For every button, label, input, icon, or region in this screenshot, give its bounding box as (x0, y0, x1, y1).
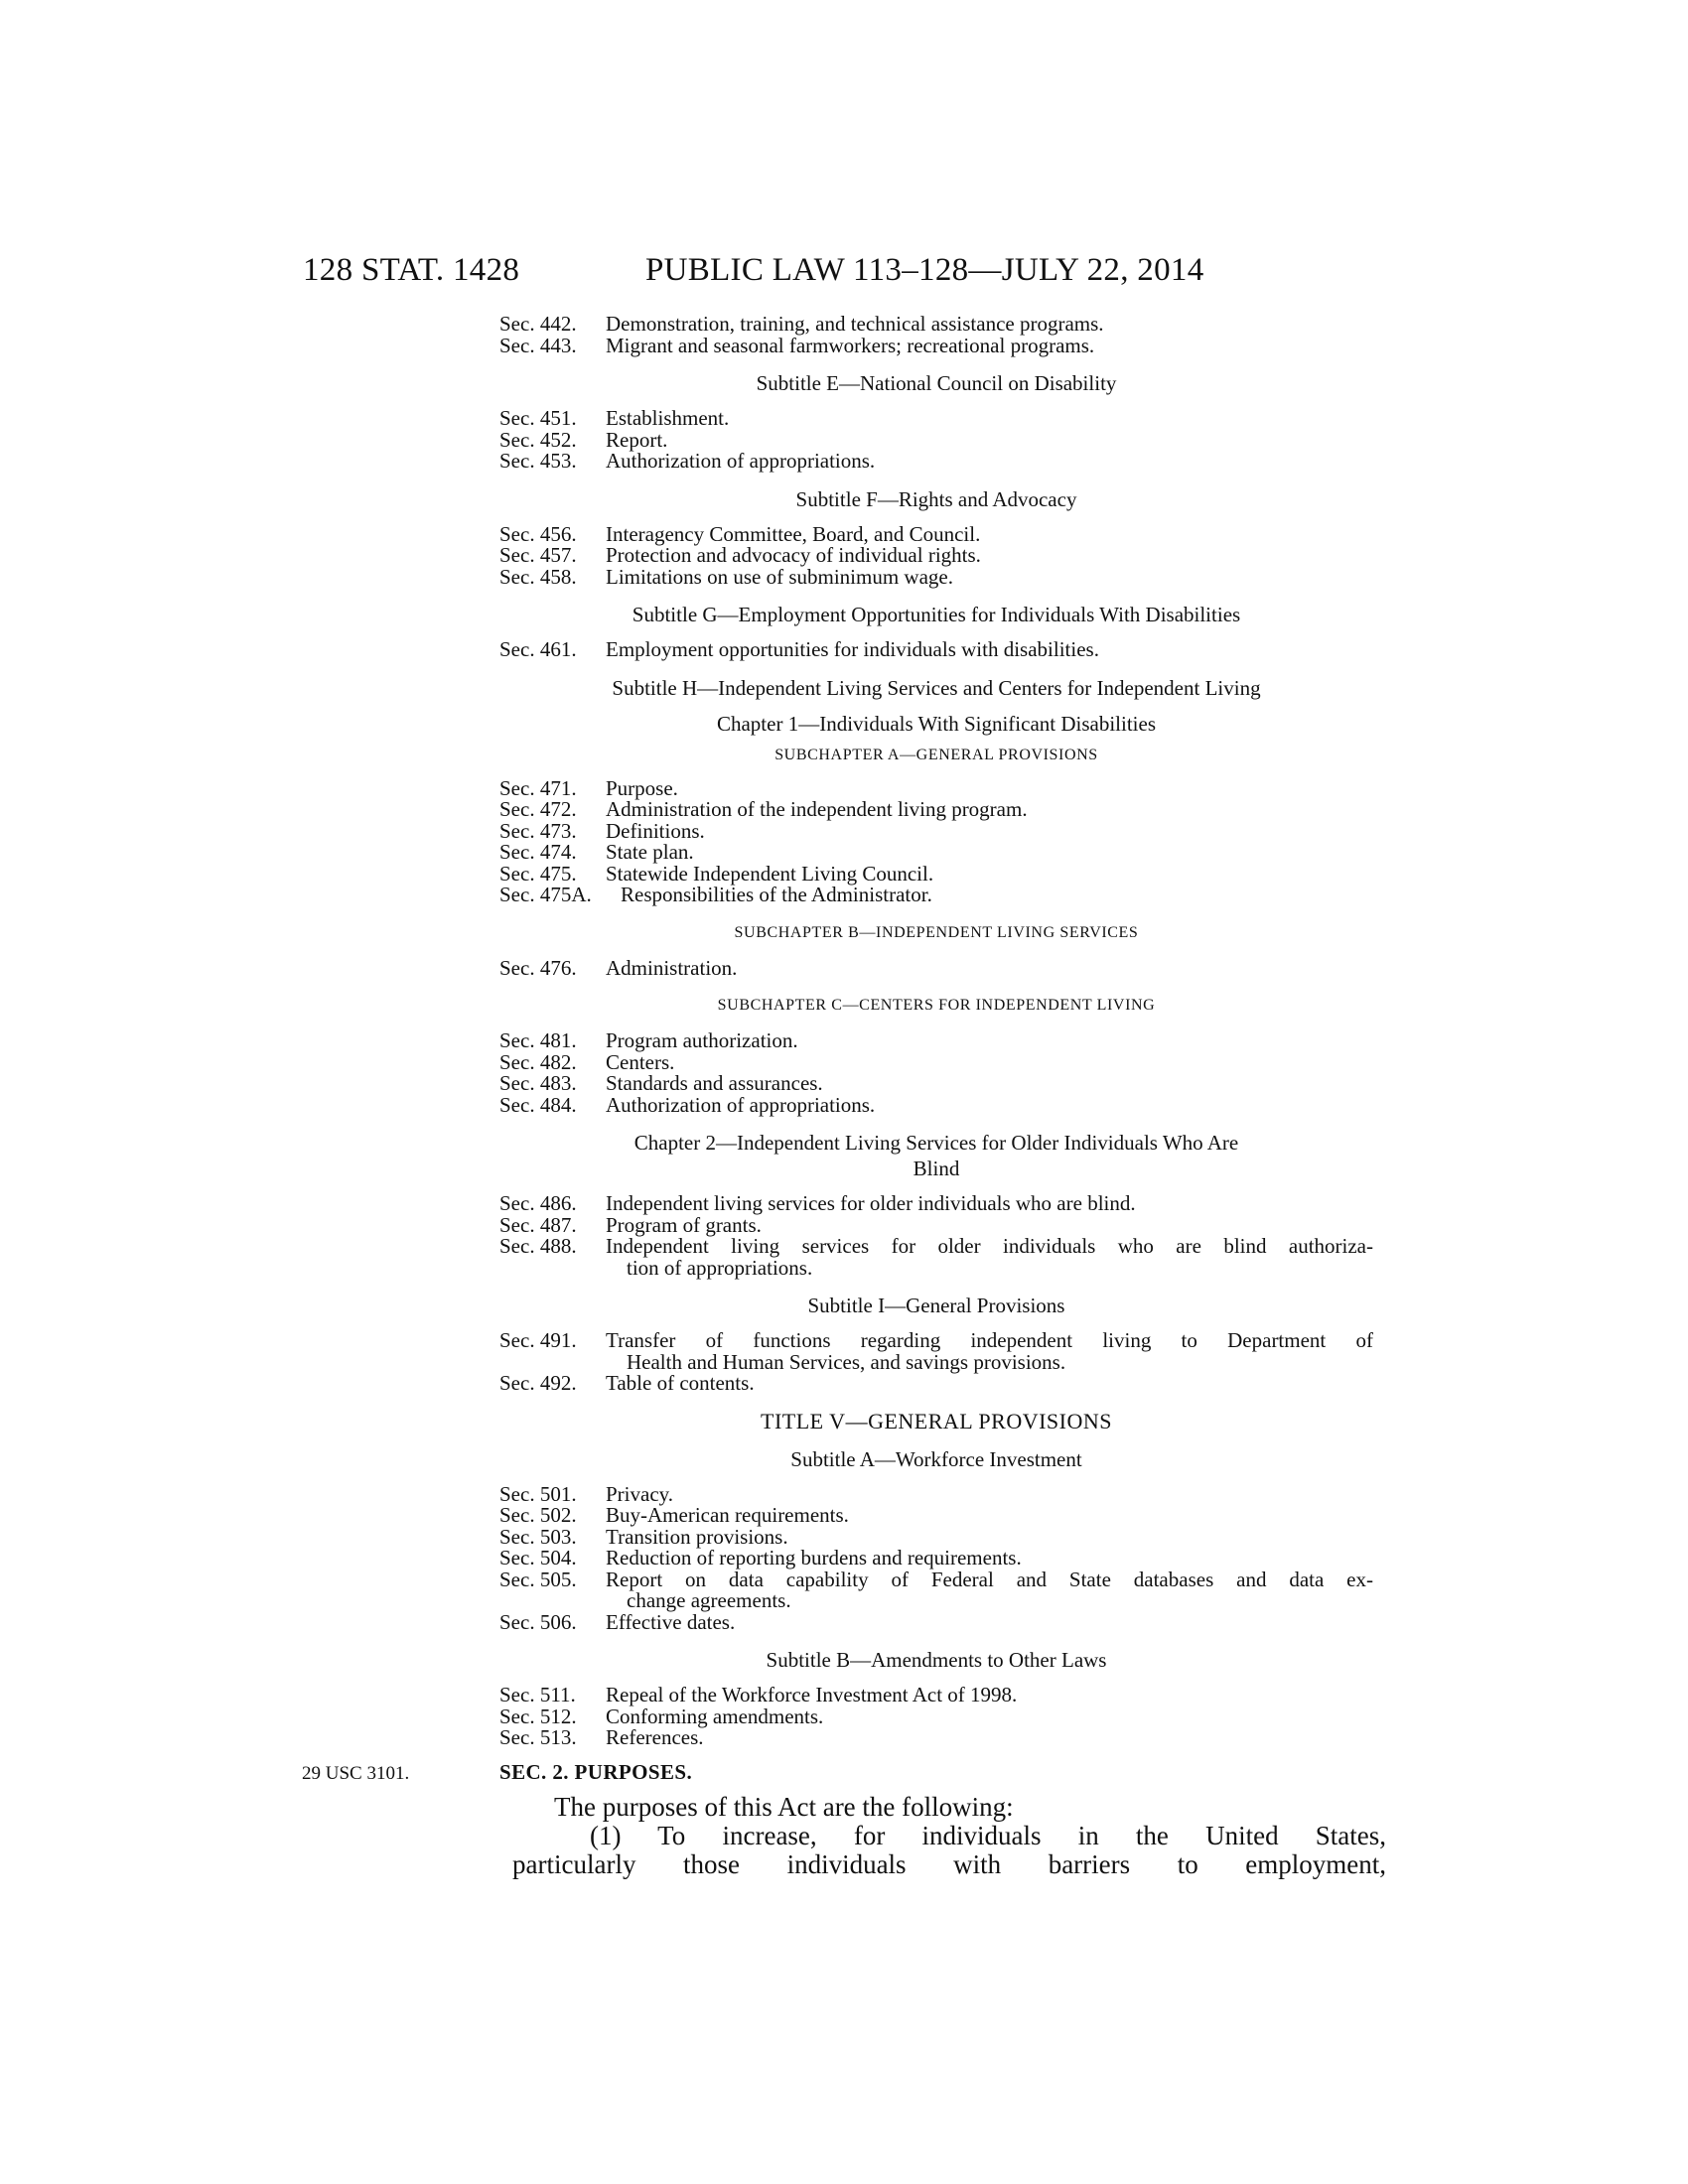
toc-entry: Sec. 505. Report on data capability of Federal and State databases and data ex- (499, 1567, 1373, 1591)
toc-entry: Sec. 471. Purpose. (499, 775, 678, 800)
subchapter-heading: SUBCHAPTER B—INDEPENDENT LIVING SERVICES (734, 923, 1139, 941)
subtitle-heading: Subtitle F—Rights and Advocacy (795, 486, 1077, 511)
toc-entry: Sec. 492. Table of contents. (499, 1371, 755, 1395)
toc-entry: Sec. 501. Privacy. (499, 1481, 674, 1506)
toc-entry: Sec. 451. Establishment. (499, 406, 730, 430)
toc-entry-continued: Health and Human Services, and savings provisions. (627, 1349, 1066, 1374)
subtitle-heading: Subtitle G—Employment Opportunities for Individuals With Disabilities (632, 603, 1241, 626)
usc-margin-note: 29 USC 3101. (302, 1763, 410, 1784)
toc-entry: Sec. 487. Program of grants. (499, 1212, 762, 1237)
paragraph-line: (1) To increase, for individuals in the United States, (590, 1821, 1386, 1850)
toc-entry: Sec. 511. Repeal of the Workforce Investment Act of 1998. (499, 1683, 1018, 1706)
toc-entry: Sec. 475A. Responsibilities of the Administrator. (499, 883, 932, 906)
chapter-heading-continued: Blind (913, 1157, 960, 1180)
toc-entry: Sec. 482. Centers. (499, 1049, 675, 1074)
subtitle-heading: Subtitle E—National Council on Disability (756, 371, 1117, 395)
toc-entry: Sec. 452. Report. (499, 427, 668, 452)
chapter-heading: Chapter 2—Independent Living Services for Older Individuals Who Are (633, 1131, 1239, 1155)
toc-entry: Sec. 483. Standards and assurances. (499, 1071, 823, 1095)
toc-entry: Sec. 481. Program authorization. (499, 1028, 798, 1052)
toc-entry: Sec. 442. Demonstration, training, and technical assistance programs. (499, 312, 1104, 336)
subchapter-heading: SUBCHAPTER C—CENTERS FOR INDEPENDENT LIVING (717, 997, 1156, 1014)
toc-entry: Sec. 503. Transition provisions. (499, 1524, 788, 1549)
toc-entry: Sec. 513. References. (499, 1725, 704, 1749)
toc-entry-continued: tion of appropriations. (627, 1255, 813, 1280)
toc-entry: Sec. 456. Interagency Committee, Board, and Council. (499, 521, 981, 546)
subtitle-heading: Subtitle H—Independent Living Services and Centers for Independent Living (612, 675, 1261, 700)
toc-entry: Sec. 504. Reduction of reporting burdens and requirements. (499, 1546, 1022, 1570)
subtitle-heading: Subtitle A—Workforce Investment (790, 1446, 1082, 1471)
toc-entry: Sec. 472. Administration of the independent living program. (499, 797, 1028, 821)
section-heading: SEC. 2. PURPOSES. (499, 1760, 693, 1784)
toc-entry: Sec. 476. Administration. (499, 955, 738, 980)
toc-entry: Sec. 502. Buy-American requirements. (499, 1503, 849, 1527)
toc-entry: Sec. 488. Independent living services for older individuals who are blind authoriza- (499, 1234, 1373, 1258)
section-body (512, 1792, 1386, 1879)
subtitle-heading: Subtitle I—General Provisions (807, 1294, 1065, 1317)
toc-entry: Sec. 458. Limitations on use of subminimum wage. (499, 564, 953, 589)
toc-entry: Sec. 453. Authorization of appropriations. (499, 449, 876, 473)
table-of-contents (499, 314, 1373, 1749)
toc-entry: Sec. 474. State plan. (499, 840, 694, 864)
toc-entry-continued: change agreements. (627, 1588, 791, 1612)
toc-entry: Sec. 484. Authorization of appropriations. (499, 1092, 876, 1117)
title-heading: TITLE V—GENERAL PROVISIONS (761, 1408, 1112, 1433)
toc-entry: Sec. 457. Protection and advocacy of individual rights. (499, 543, 981, 567)
toc-entry: Sec. 473. Definitions. (499, 818, 705, 843)
toc-entry: Sec. 443. Migrant and seasonal farmworkers; recreational programs. (499, 333, 1095, 357)
toc-entry: Sec. 461. Employment opportunities for individuals with disabilities. (499, 637, 1099, 661)
running-title: PUBLIC LAW 113–128—JULY 22, 2014 (645, 252, 1204, 288)
toc-entry: Sec. 491. Transfer of functions regarding independent living to Department of (499, 1328, 1373, 1352)
chapter-heading: Chapter 1—Individuals With Significant Disabilities (716, 711, 1157, 736)
toc-entry: Sec. 475. Statewide Independent Living Council. (499, 861, 934, 886)
section-intro: The purposes of this Act are the following: (554, 1792, 1014, 1822)
paragraph-line: particularly those individuals with barriers to employment, (512, 1849, 1386, 1879)
toc-entry: Sec. 512. Conforming amendments. (499, 1704, 824, 1728)
subtitle-heading: Subtitle B—Amendments to Other Laws (766, 1648, 1107, 1672)
toc-entry: Sec. 486. Independent living services for older individuals who are blind. (499, 1191, 1136, 1215)
statute-page-citation: 128 STAT. 1428 (303, 252, 520, 288)
subchapter-heading: SUBCHAPTER A—GENERAL PROVISIONS (774, 746, 1098, 763)
toc-entry: Sec. 506. Effective dates. (499, 1609, 736, 1634)
